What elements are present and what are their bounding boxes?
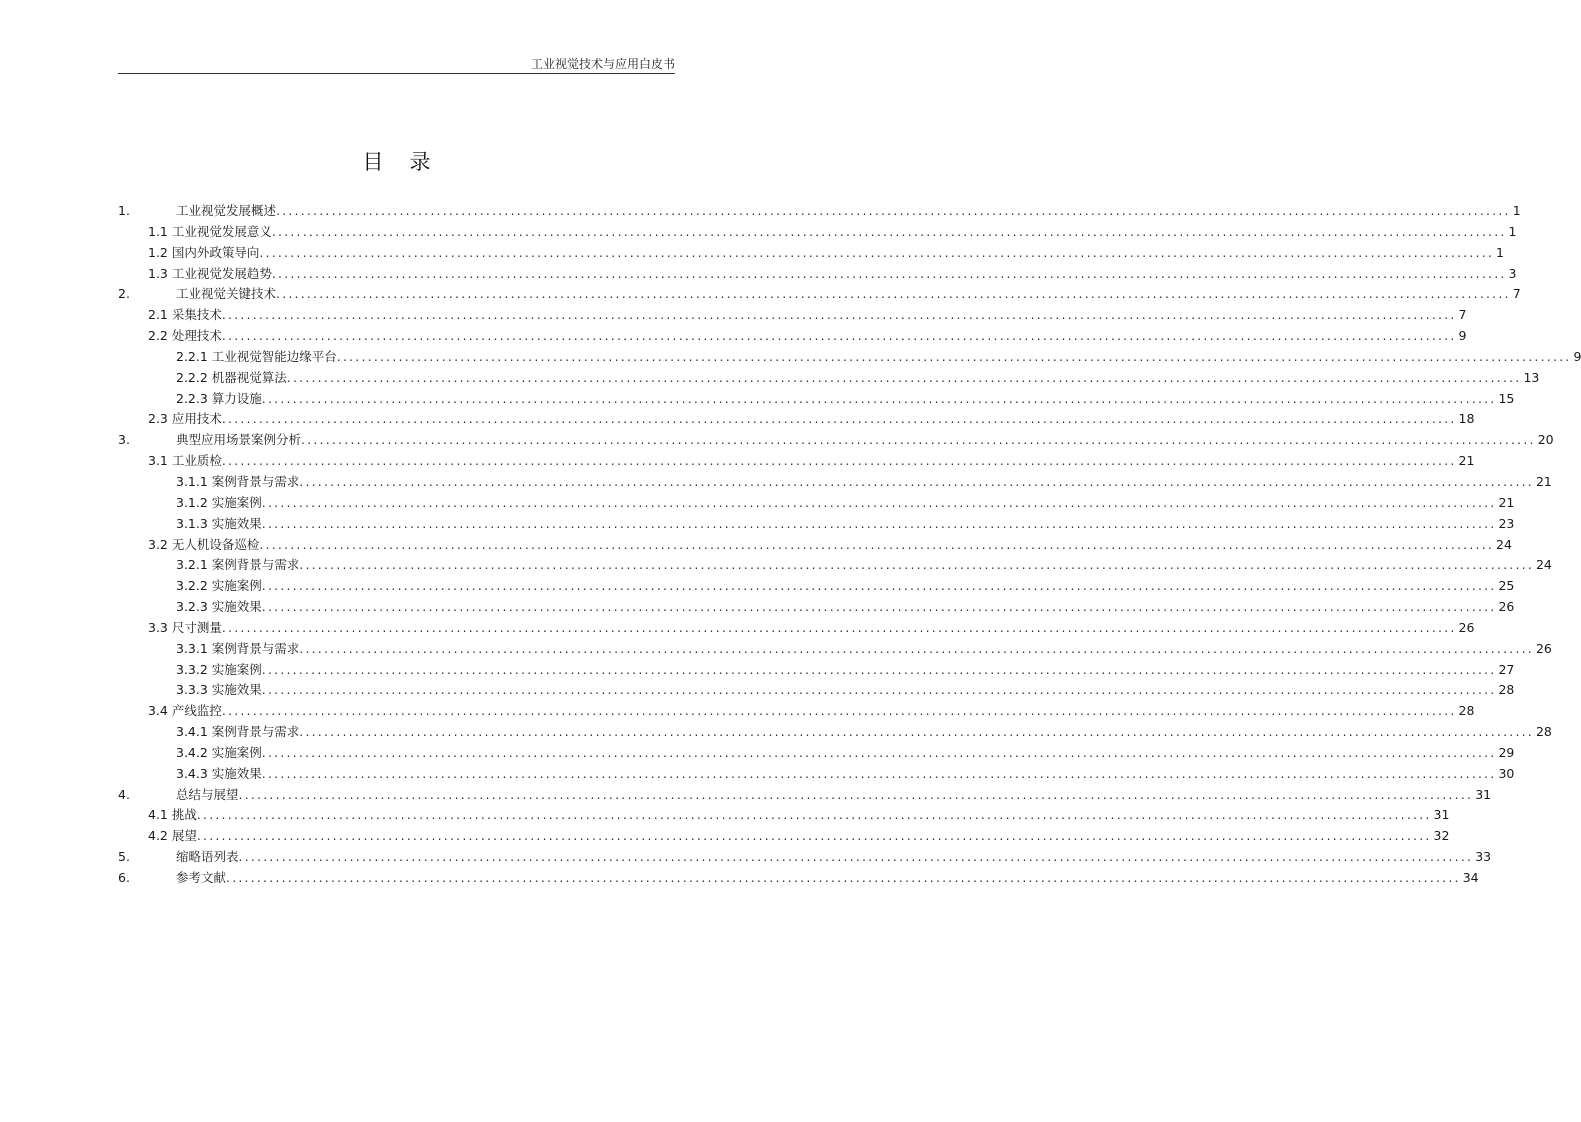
toc-entry-page-number: 26: [1498, 599, 1515, 615]
toc-dot-leader: ........................................................................................................................................................................................................: [271, 223, 1507, 239]
toc-dot-leader: ........................................................................................................................................................................................................: [261, 682, 1497, 698]
toc-entry-number: 4.: [118, 786, 130, 802]
toc-entry-page-number: 1: [1512, 203, 1521, 218]
toc-entry-line: [176, 785, 1492, 806]
toc-entry-title: 3.4.3 实施效果: [176, 765, 262, 781]
toc-entry-line: [176, 639, 1552, 660]
toc-dot-leader: ........................................................................................................................................................................................................: [286, 369, 1522, 385]
toc-entry-line: [148, 701, 1475, 722]
toc-dot-leader: ........................................................................................................................................................................................................: [276, 286, 1511, 302]
toc-entry-page-number: 26: [1458, 619, 1475, 635]
toc-entry-number: 3.: [118, 432, 130, 448]
toc-entry-title: 3.2.2 实施案例: [176, 578, 262, 594]
toc-entry-title: 2.1 采集技术: [148, 307, 222, 323]
toc-entry-title: 3.1 工业质检: [148, 453, 222, 469]
toc-entry-title: 3.4 产线监控: [148, 703, 222, 719]
toc-entry[interactable]: [118, 805, 1450, 826]
toc-dot-leader: ........................................................................................................................................................................................................: [261, 765, 1497, 781]
toc-entry-title: 3.2.1 案例背景与需求: [176, 557, 300, 573]
toc-entry-title: 3.2 无人机设备巡检: [148, 536, 260, 552]
toc-entry-title: 3.2.3 实施效果: [176, 599, 262, 615]
toc-dot-leader: ........................................................................................................................................................................................................: [261, 599, 1497, 615]
toc-entry-title: 2.2.2 机器视觉算法: [176, 369, 287, 385]
toc-entry-page-number: 7: [1458, 307, 1467, 323]
toc-entry-line: [148, 535, 1512, 556]
toc-entry-line: [148, 451, 1475, 472]
toc-entry-line: [176, 660, 1515, 681]
toc-entry-line: [176, 514, 1515, 535]
toc-entry-page-number: 27: [1498, 661, 1515, 677]
table-of-contents: [118, 201, 1581, 889]
toc-dot-leader: ........................................................................................................................................................................................................: [261, 494, 1497, 510]
toc-dot-leader: ........................................................................................................................................................................................................: [336, 348, 1572, 364]
toc-entry-page-number: 23: [1498, 515, 1515, 531]
toc-dot-leader: ........................................................................................................................................................................................................: [221, 619, 1457, 635]
toc-entry-line: [148, 826, 1450, 847]
toc-entry-page-number: 25: [1498, 578, 1515, 594]
toc-entry-title: 2.3 应用技术: [148, 411, 222, 427]
toc-entry-title: 3.3.2 实施案例: [176, 661, 262, 677]
toc-entry[interactable]: [118, 597, 1515, 618]
toc-entry-line: [176, 764, 1515, 785]
toc-entry[interactable]: [118, 826, 1450, 847]
toc-entry-number: 6.: [118, 870, 130, 885]
toc-entry[interactable]: [118, 722, 1552, 743]
toc-entry-page-number: 18: [1458, 411, 1475, 427]
toc-entry-title: 典型应用场景案例分析: [176, 432, 302, 448]
toc-entry-page-number: 32: [1433, 828, 1450, 844]
toc-entry-number: 5.: [118, 849, 130, 865]
toc-entry-title: 3.1.2 实施案例: [176, 494, 262, 510]
toc-entry[interactable]: [118, 451, 1475, 472]
toc-dot-leader: ........................................................................................................................................................................................................: [259, 536, 1495, 552]
toc-entry[interactable]: [118, 639, 1552, 660]
toc-entry-page-number: 9: [1573, 348, 1581, 364]
toc-entry[interactable]: [118, 660, 1515, 681]
toc-dot-leader: ........................................................................................................................................................................................................: [261, 515, 1497, 531]
toc-entry-line: [148, 326, 1467, 347]
toc-entry-line: [176, 597, 1515, 618]
toc-dot-leader: ........................................................................................................................................................................................................: [299, 557, 1534, 573]
toc-entry-title: 3.1.1 案例背景与需求: [176, 473, 300, 489]
toc-entry[interactable]: [118, 535, 1512, 556]
toc-entry-page-number: 24: [1535, 557, 1552, 573]
toc-entry-title: 4.2 展望: [148, 828, 197, 844]
toc-dot-leader: ........................................................................................................................................................................................................: [276, 203, 1511, 218]
toc-entry-page-number: 34: [1462, 870, 1479, 885]
toc-entry-number: 1.: [118, 203, 130, 218]
toc-entry-title: 总结与展望: [176, 786, 239, 802]
toc-entry-title: 工业视觉关键技术: [176, 286, 277, 302]
toc-entry-line: [176, 743, 1515, 764]
toc-entry-page-number: 20: [1537, 432, 1554, 448]
toc-entry-line: [148, 243, 1504, 264]
toc-entry[interactable]: [118, 576, 1515, 597]
toc-dot-leader: ........................................................................................................................................................................................................: [226, 870, 1461, 885]
toc-entry-page-number: 33: [1475, 849, 1492, 865]
toc-entry-line: [176, 555, 1552, 576]
toc-entry-line: [176, 347, 1581, 368]
toc-entry-page-number: 9: [1458, 328, 1467, 344]
toc-dot-leader: ........................................................................................................................................................................................................: [221, 307, 1457, 323]
toc-entry-page-number: 31: [1433, 807, 1450, 823]
toc-entry-page-number: 3: [1508, 265, 1517, 281]
toc-entry[interactable]: [118, 472, 1552, 493]
toc-dot-leader: ........................................................................................................................................................................................................: [238, 849, 1474, 865]
toc-entry-line: [176, 389, 1515, 410]
toc-entry[interactable]: [118, 701, 1475, 722]
toc-entry[interactable]: [118, 326, 1467, 347]
toc-entry-page-number: 1: [1508, 223, 1517, 239]
toc-entry-page-number: 30: [1498, 765, 1515, 781]
toc-entry-title: 3.3.3 实施效果: [176, 682, 262, 698]
toc-entry[interactable]: [118, 264, 1517, 285]
toc-entry-page-number: 21: [1498, 494, 1515, 510]
toc-entry[interactable]: [118, 493, 1515, 514]
running-header-title: 工业视觉技术与应用白皮书: [530, 57, 675, 71]
toc-entry[interactable]: [118, 201, 1521, 222]
toc-entry-line: [176, 430, 1554, 451]
toc-entry-page-number: 28: [1498, 682, 1515, 698]
toc-entry-title: 缩略语列表: [176, 849, 239, 865]
toc-entry-line: [176, 493, 1515, 514]
toc-dot-leader: ........................................................................................................................................................................................................: [221, 703, 1457, 719]
toc-dot-leader: ........................................................................................................................................................................................................: [261, 744, 1497, 760]
toc-entry-title: 1.2 国内外政策导向: [148, 244, 260, 260]
toc-entry-page-number: 28: [1535, 724, 1552, 740]
toc-entry-title: 2.2.3 算力设施: [176, 390, 262, 406]
toc-entry-title: 参考文献: [176, 870, 227, 885]
toc-entry[interactable]: [118, 430, 1554, 451]
toc-entry-line: [148, 805, 1450, 826]
toc-dot-leader: ........................................................................................................................................................................................................: [221, 328, 1457, 344]
toc-entry-line: [148, 222, 1517, 243]
toc-entry[interactable]: [118, 284, 1521, 305]
toc-dot-leader: ........................................................................................................................................................................................................: [261, 390, 1497, 406]
toc-entry[interactable]: [118, 618, 1475, 639]
toc-entry-line: [176, 576, 1515, 597]
toc-entry[interactable]: [118, 389, 1515, 410]
toc-entry-line: [176, 368, 1540, 389]
toc-entry[interactable]: [118, 222, 1517, 243]
toc-entry[interactable]: [118, 514, 1515, 535]
toc-entry-line: [176, 284, 1521, 305]
toc-entry[interactable]: [118, 680, 1515, 701]
toc-dot-leader: ........................................................................................................................................................................................................: [238, 786, 1474, 802]
toc-entry-title: 4.1 挑战: [148, 807, 197, 823]
toc-entry-page-number: 15: [1498, 390, 1515, 406]
toc-entry[interactable]: [118, 368, 1540, 389]
toc-entry-line: [176, 847, 1492, 868]
toc-entry-page-number: 31: [1475, 786, 1492, 802]
toc-entry-page-number: 21: [1458, 453, 1475, 469]
toc-entry[interactable]: [118, 555, 1552, 576]
toc-entry[interactable]: [118, 243, 1504, 264]
toc-dot-leader: ........................................................................................................................................................................................................: [261, 578, 1497, 594]
toc-entry-page-number: 26: [1535, 640, 1552, 656]
header-rule: [118, 73, 675, 74]
toc-entry[interactable]: [118, 764, 1515, 785]
toc-dot-leader: ........................................................................................................................................................................................................: [221, 453, 1457, 469]
toc-entry-title: 1.1 工业视觉发展意义: [148, 223, 272, 239]
toc-heading: 目录: [362, 150, 457, 174]
toc-entry-line: [176, 722, 1552, 743]
toc-entry[interactable]: [118, 868, 1479, 889]
toc-entry-line: [176, 868, 1479, 889]
toc-entry-page-number: 1: [1496, 244, 1504, 260]
toc-entry-title: 3.4.2 实施案例: [176, 744, 262, 760]
toc-entry-line: [148, 409, 1475, 430]
toc-entry-title: 2.2 处理技术: [148, 328, 222, 344]
toc-entry-number: 2.: [118, 286, 130, 302]
toc-entry[interactable]: [118, 743, 1515, 764]
toc-entry-page-number: 13: [1523, 369, 1540, 385]
toc-entry[interactable]: [118, 409, 1475, 430]
toc-entry-title: 3.4.1 案例背景与需求: [176, 724, 300, 740]
toc-entry-title: 3.3.1 案例背景与需求: [176, 640, 300, 656]
toc-dot-leader: ........................................................................................................................................................................................................: [259, 244, 1495, 260]
toc-entry-line: [148, 618, 1475, 639]
toc-entry-line: [148, 264, 1517, 285]
toc-entry-line: [176, 472, 1552, 493]
toc-entry-line: [148, 305, 1467, 326]
toc-entry-line: [176, 201, 1521, 222]
toc-entry-title: 3.1.3 实施效果: [176, 515, 262, 531]
toc-entry-page-number: 29: [1498, 744, 1515, 760]
toc-dot-leader: ........................................................................................................................................................................................................: [196, 828, 1432, 844]
toc-entry[interactable]: [118, 305, 1467, 326]
toc-dot-leader: ........................................................................................................................................................................................................: [271, 265, 1507, 281]
toc-entry-line: [176, 680, 1515, 701]
toc-dot-leader: ........................................................................................................................................................................................................: [299, 640, 1534, 656]
toc-dot-leader: ........................................................................................................................................................................................................: [299, 473, 1534, 489]
toc-entry-page-number: 28: [1458, 703, 1475, 719]
toc-dot-leader: ........................................................................................................................................................................................................: [221, 411, 1457, 427]
toc-dot-leader: ........................................................................................................................................................................................................: [196, 807, 1432, 823]
toc-entry-page-number: 24: [1496, 536, 1512, 552]
toc-entry-title: 2.2.1 工业视觉智能边缘平台: [176, 348, 337, 364]
toc-entry[interactable]: [118, 785, 1492, 806]
toc-entry[interactable]: [118, 347, 1581, 368]
toc-dot-leader: ........................................................................................................................................................................................................: [261, 661, 1497, 677]
toc-entry-title: 3.3 尺寸测量: [148, 619, 222, 635]
toc-entry-title: 工业视觉发展概述: [176, 203, 277, 218]
toc-entry-page-number: 21: [1535, 473, 1552, 489]
toc-entry[interactable]: [118, 847, 1492, 868]
toc-entry-page-number: 7: [1512, 286, 1521, 302]
toc-dot-leader: ........................................................................................................................................................................................................: [301, 432, 1536, 448]
toc-entry-title: 1.3 工业视觉发展趋势: [148, 265, 272, 281]
toc-dot-leader: ........................................................................................................................................................................................................: [299, 724, 1534, 740]
